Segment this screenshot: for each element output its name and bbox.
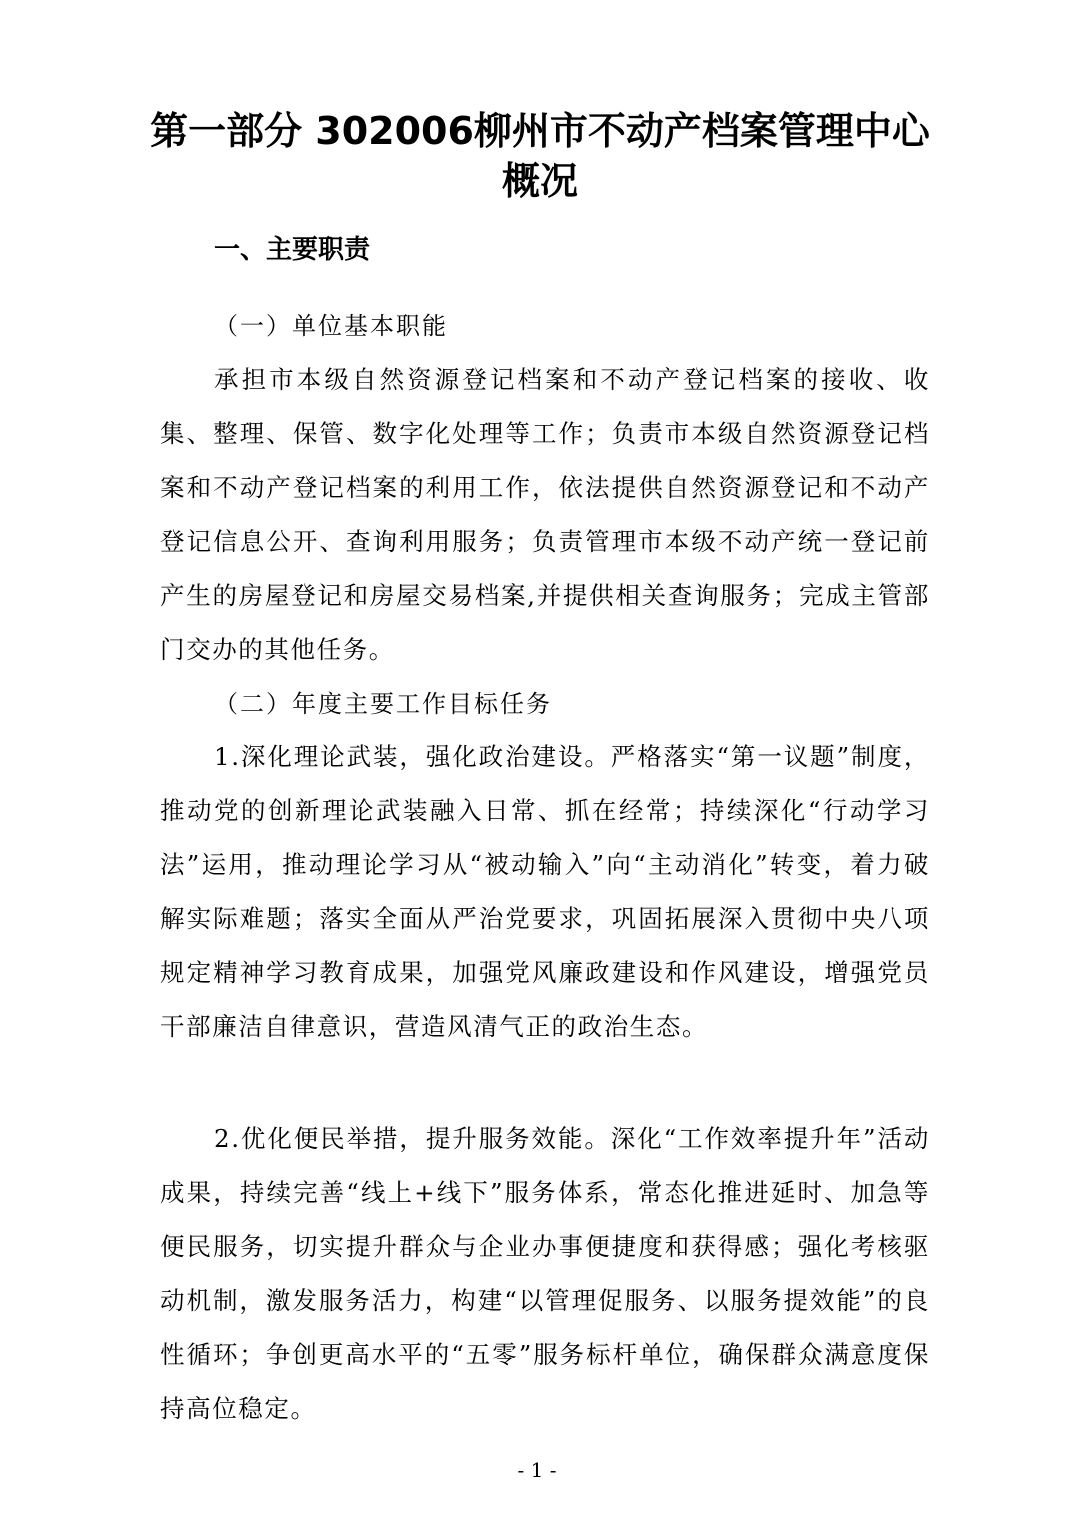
subheading-basic-functions: （一）单位基本职能 [214,312,448,340]
page-number: - 1 - [517,1458,557,1482]
paragraph-goal-1: 1.深化理论武装，强化政治建设。严格落实“第一议题”制度，推动党的创新理论武装融入日常、抓在经常；持续深化“行动学习法”运用，推动理论学习从“被动输入”向“主动消化”转变，着力破解实际难题；落实全面从严治党要求，巩固拓展深入贯彻中央八项规定精神学习教育成果，加强党风廉政建设和作风建设，增强党员干部廉洁自律意识，营造风清气正的政治生态。 [160,742,930,1041]
subheading-annual-goals: （二）年度主要工作目标任务 [214,690,552,718]
paragraph-goal-2: 2.优化便民举措，提升服务效能。深化“工作效率提升年”活动成果，持续完善“线上+线下”服务体系，常态化推进延时、加急等便民服务，切实提升群众与企业办事便捷度和获得感；强化考核驱动机制，激发服务活力，构建“以管理促服务、以服务提效能”的良性循环；争创更高水平的“五零”服务标杆单位，确保群众满意度保持高位稳定。 [160,1124,930,1423]
document-title: 第一部分 302006柳州市不动产档案管理中心概况 [150,109,930,203]
paragraph-basic-functions: 承担市本级自然资源登记档案和不动产登记档案的接收、收集、整理、保管、数字化处理等工作；负责市本级自然资源登记档案和不动产登记档案的利用工作，依法提供自然资源登记和不动产登记信息公开、查询利用服务；负责管理市本级不动产统一登记前产生的房屋登记和房屋交易档案,并提供相关查询服务；完成主管部门交办的其他任务。 [160,365,930,664]
section-heading-main-duties: 一、主要职责 [214,235,371,265]
